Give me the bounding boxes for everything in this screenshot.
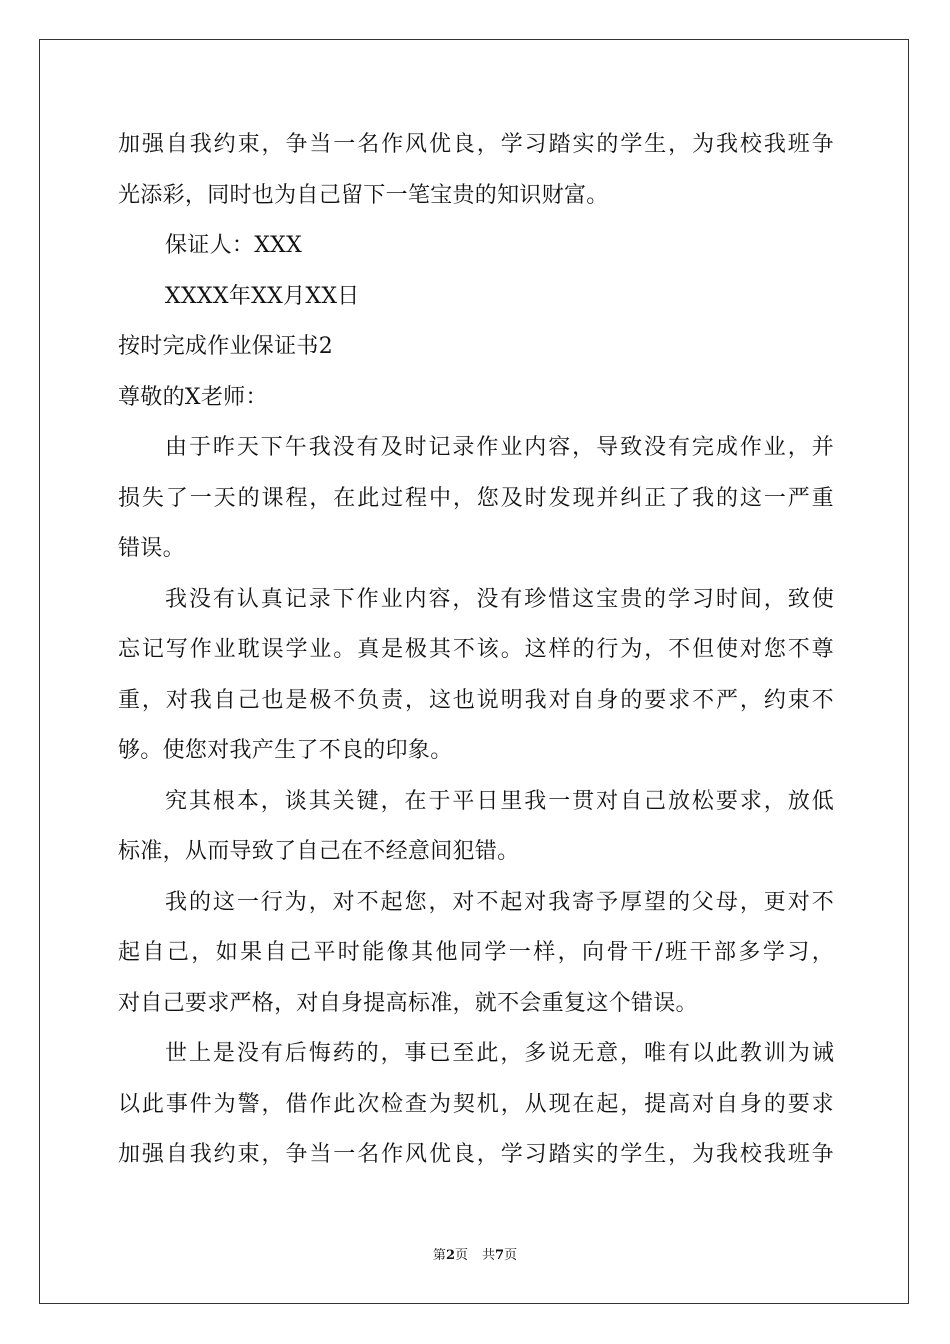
page-footer	[0, 1248, 950, 1264]
page-number: 2	[445, 1248, 455, 1263]
body-line: 我没有认真记录下作业内容，没有珍惜这宝贵的学习时间，致使	[165, 586, 834, 612]
page-suffix: 页	[454, 1248, 468, 1263]
body-line: 对自己要求严格，对自身提高标准，就不会重复这个错误。	[118, 990, 698, 1016]
body-line: 重，对我自己也是极不负责，这也说明我对自身的要求不严，约束不	[118, 687, 834, 713]
total-pages: 7	[495, 1248, 505, 1263]
body-line: 起自己，如果自己平时能像其他同学一样，向骨干/班干部多学习，	[118, 940, 834, 965]
body-line: 光添彩，同时也为自己留下一笔宝贵的知识财富。	[118, 182, 609, 208]
guarantor-line: 保证人：XXX	[165, 233, 303, 258]
body-line: 加强自我约束，争当一名作风优良，学习踏实的学生，为我校我班争	[118, 132, 834, 157]
body-line: 够。使您对我产生了不良的印象。	[118, 738, 453, 763]
document-body	[118, 130, 834, 1191]
body-line: 标准，从而导致了自己在不经意间犯错。	[118, 839, 520, 864]
date-line: XXXX年XX月XX日	[165, 283, 360, 309]
body-line: 加强自我约束，争当一名作风优良，学习踏实的学生，为我校我班争	[118, 1142, 834, 1167]
body-line: 世上是没有后悔药的，事已至此，多说无意，唯有以此教训为诫	[165, 1041, 834, 1066]
body-line: 忘记写作业耽误学业。真是极其不该。这样的行为，不但使对您不尊	[118, 637, 834, 662]
section-title: 按时完成作业保证书2	[118, 334, 333, 359]
body-line: 我的这一行为，对不起您，对不起对我寄予厚望的父母，更对不	[165, 889, 834, 915]
body-line: 损失了一天的课程，在此过程中，您及时发现并纠正了我的这一严重	[118, 485, 834, 511]
body-line: 错误。	[118, 536, 185, 561]
page-prefix: 第	[432, 1248, 446, 1263]
total-prefix: 共	[482, 1248, 496, 1263]
total-suffix: 页	[504, 1248, 518, 1263]
salutation: 尊敬的X老师：	[118, 384, 268, 410]
body-line: 以此事件为警，借作此次检查为契机，从现在起，提高对自身的要求	[118, 1091, 834, 1117]
body-line: 究其根本，谈其关键，在于平日里我一贯对自己放松要求，放低	[165, 788, 834, 814]
body-line: 由于昨天下午我没有及时记录作业内容，导致没有完成作业，并	[165, 435, 834, 460]
